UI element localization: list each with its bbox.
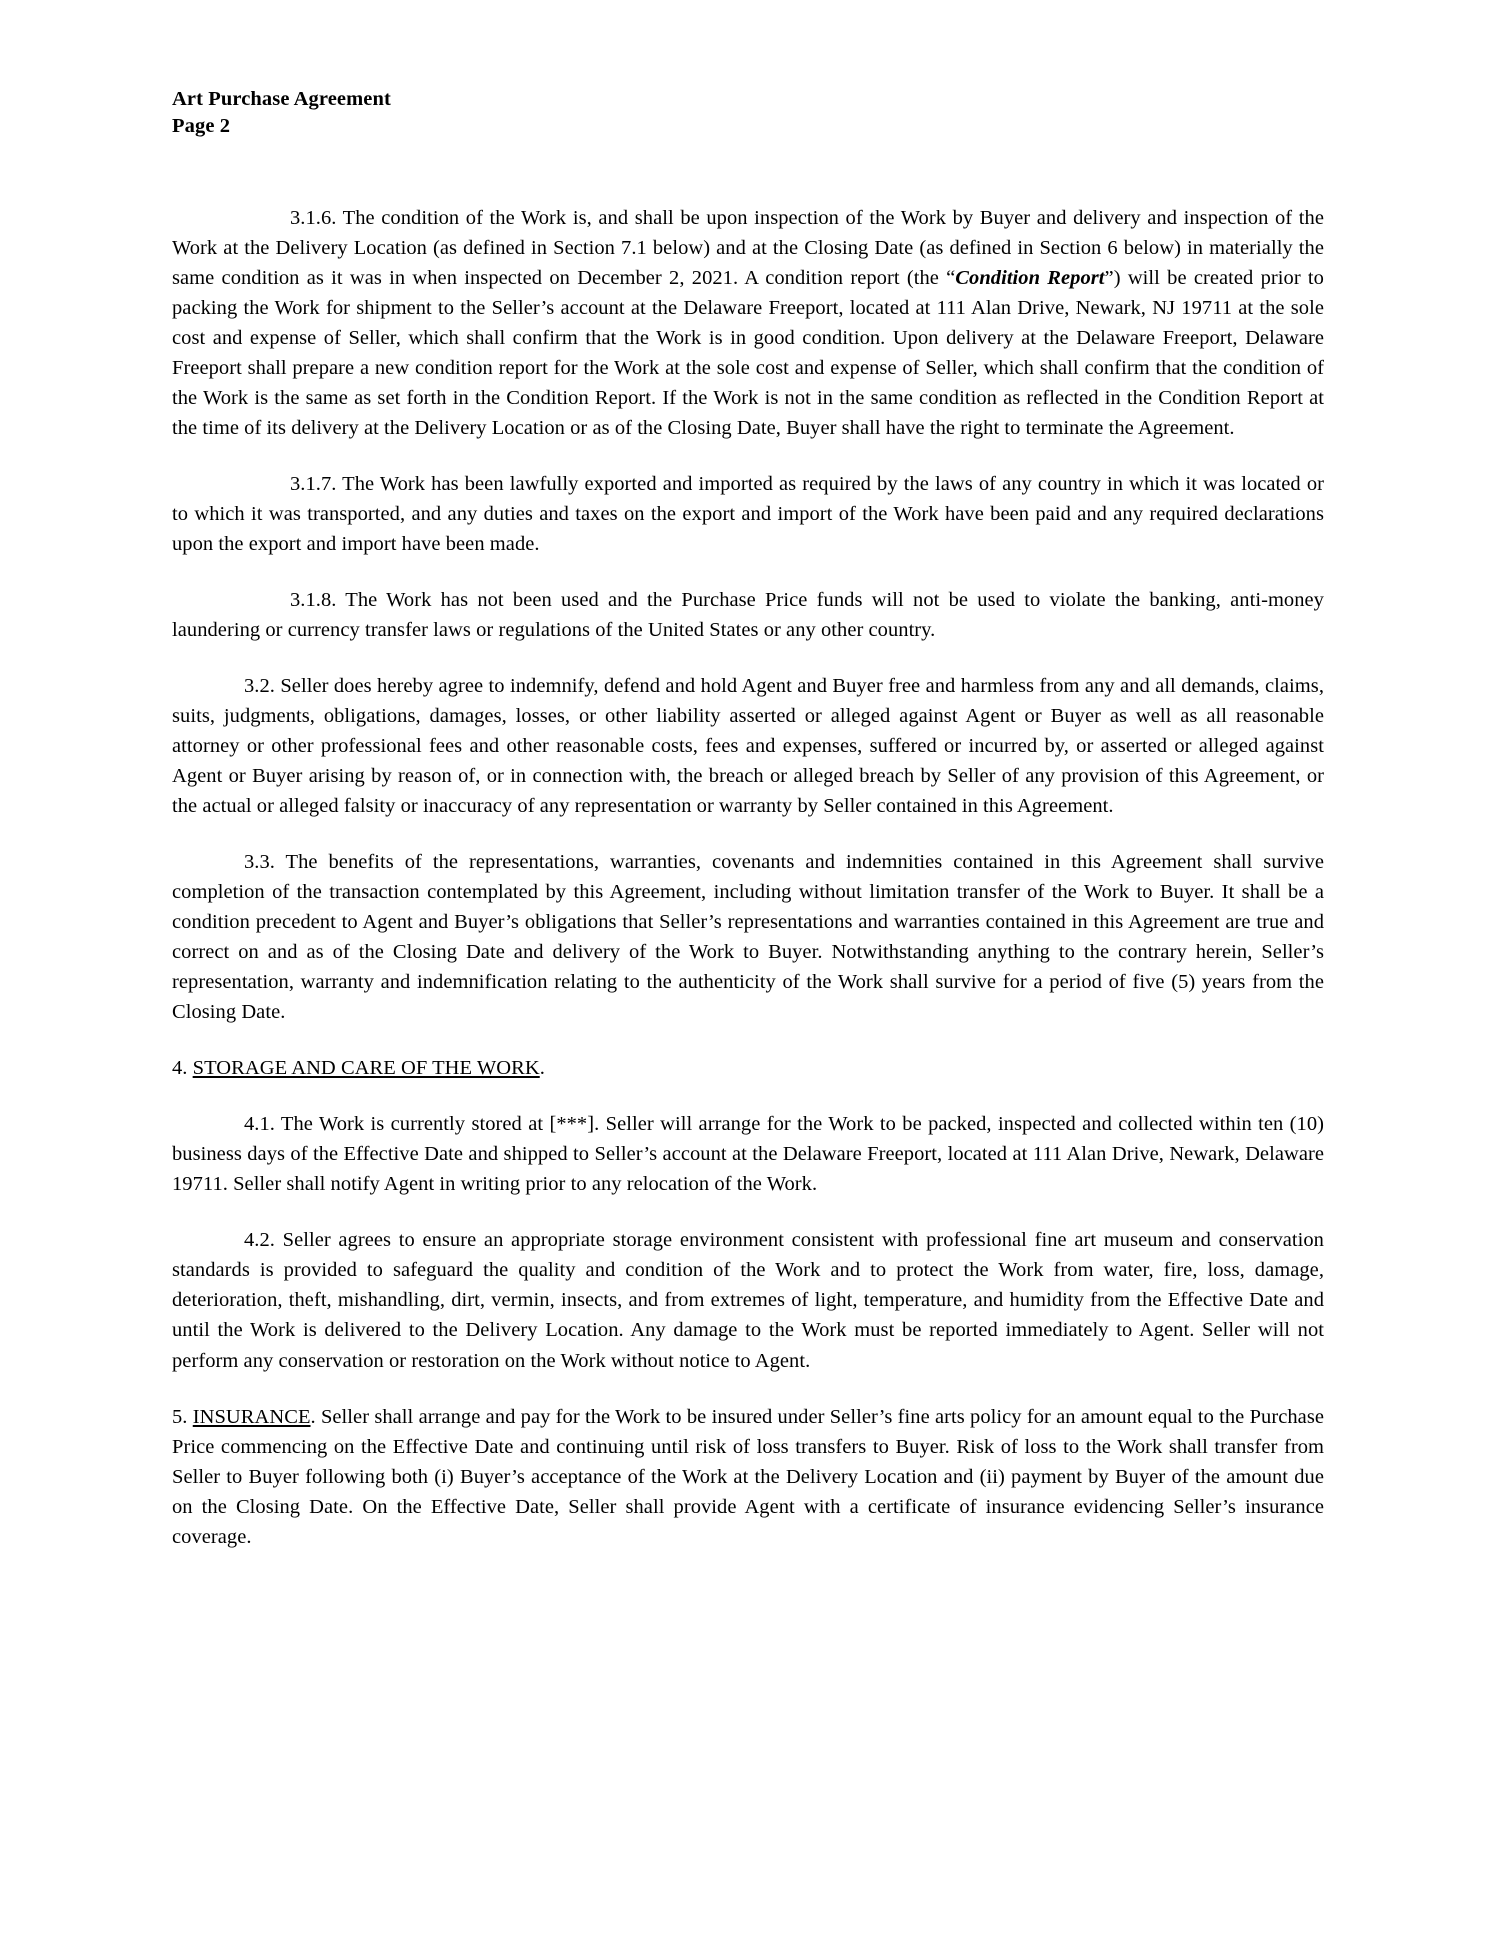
section-number-5: 5. <box>172 1405 193 1428</box>
paragraph-3-1-8: 3.1.8. The Work has not been used and the Purchase Price funds will not be used to violate the banking, anti-money laundering or currency transfer laws or regulations of the United States or any other country. <box>172 588 1324 641</box>
section-title-storage: STORAGE AND CARE OF THE WORK <box>192 1057 540 1080</box>
page-number-label: Page 2 <box>172 115 231 138</box>
paragraph-3-3: 3.3. The benefits of the representations, warranties, covenants and indemnities contained in this Agreement shall survive completion of the transaction contemplated by this Agreement, including without limitation transfer of the Work to Buyer. It shall be a condition precedent to Agent and Buyer’s obligations that Seller’s representations and warranties contained in this Agreement are true and correct on and as of the Closing Date and delivery of the Work to Buyer. Notwithstanding anything to the contrary herein, Seller’s representation, warranty and indemnification relating to the authenticity of the Work shall survive for a period of five (5) years from the Closing Date. <box>172 851 1324 1024</box>
paragraph-3-1-6 <box>172 203 1324 443</box>
section-insurance-text: . Seller shall arrange and pay for the Work to be insured under Seller’s fine arts policy for an amount equal to the Purchase Price commencing on the Effective Date and continuing until risk of loss transfers to Buyer. Risk of loss to the Work shall transfer from Seller to Buyer following both (i) Buyer’s acceptance of the Work at the Delivery Location and (ii) payment by Buyer of the amount due on the Closing Date. On the Effective Date, Seller shall provide Agent with a certificate of insurance evidencing Seller’s insurance coverage. <box>172 1405 1325 1548</box>
condition-report-term: Condition Report <box>955 266 1105 289</box>
paragraph-3-1-6-part1: 3.1.6. The condition of the Work is, and shall be upon inspection of the Work by Buyer and delivery and inspection of the Work at the Delivery Location (as defined in Section 7.1 below) and at the Closing Date (as defined in Section 6 below) in materially the same condition as it was in when inspected on December 2, 2021. A condition report (the “ <box>172 206 1324 289</box>
paragraph-3-1-6-part2: ”) will be created prior to packing the Work for shipment to the Seller’s account at the Delaware Freeport, located at 111 Alan Drive, Newark, NJ 19711 at the sole cost and expense of Seller, which shall confirm that the Work is in good condition. Upon delivery at the Delaware Freeport, Delaware Freeport shall prepare a new condition report for the Work at the sole cost and expense of Seller, which shall confirm that the condition of the Work is the same as set forth in the Condition Report. If the Work is not in the same condition as reflected in the Condition Report at the time of its delivery at the Delivery Location or as of the Closing Date, Buyer shall have the right to terminate the Agreement. <box>172 266 1324 439</box>
document-title: Art Purchase Agreement <box>172 88 391 110</box>
paragraph-3-2: 3.2. Seller does hereby agree to indemnify, defend and hold Agent and Buyer free and harmless from any and all demands, claims, suits, judgments, obligations, damages, losses, or other liability asserted or alleged against Agent or Buyer as well as all reasonable attorney or other professional fees and other reasonable costs, fees and expenses, suffered or incurred by, or asserted or alleged against Agent or Buyer arising by reason of, or in connection with, the breach or alleged breach by Seller of any provision of this Agreement, or the actual or alleged falsity or inaccuracy of any representation or warranty by Seller contained in this Agreement. <box>172 674 1324 818</box>
document-body <box>172 203 1324 1552</box>
document-header <box>172 86 1324 141</box>
section-number-4: 4. <box>172 1057 193 1080</box>
paragraph-4-1: 4.1. The Work is currently stored at [***]. Seller will arrange for the Work to be packed, inspected and collected within ten (10) business days of the Effective Date and shipped to Seller’s account at the Delaware Freeport, located at 111 Alan Drive, Newark, Delaware 19711. Seller shall notify Agent in writing prior to any relocation of the Work. <box>172 1113 1324 1196</box>
paragraph-4-2: 4.2. Seller agrees to ensure an appropriate storage environment consistent with professional fine art museum and conservation standards is provided to safeguard the quality and condition of the Work and to protect the Work from water, fire, loss, damage, deterioration, theft, mishandling, dirt, vermin, insects, and from extremes of light, temperature, and humidity from the Effective Date and until the Work is delivered to the Delivery Location. Any damage to the Work must be reported immediately to Agent. Seller will not perform any conservation or restoration on the Work without notice to Agent. <box>172 1229 1324 1372</box>
page-content <box>172 86 1324 1578</box>
section-storage-period: . <box>539 1057 545 1080</box>
paragraph-3-1-7: 3.1.7. The Work has been lawfully exported and imported as required by the laws of any country in which it was located or to which it was transported, and any duties and taxes on the export and import of the Work have been paid and any required declarations upon the export and import have been made. <box>172 472 1324 555</box>
section-title-insurance: INSURANCE <box>192 1405 311 1428</box>
section-insurance <box>172 1402 1324 1552</box>
section-heading-storage <box>172 1053 1324 1083</box>
